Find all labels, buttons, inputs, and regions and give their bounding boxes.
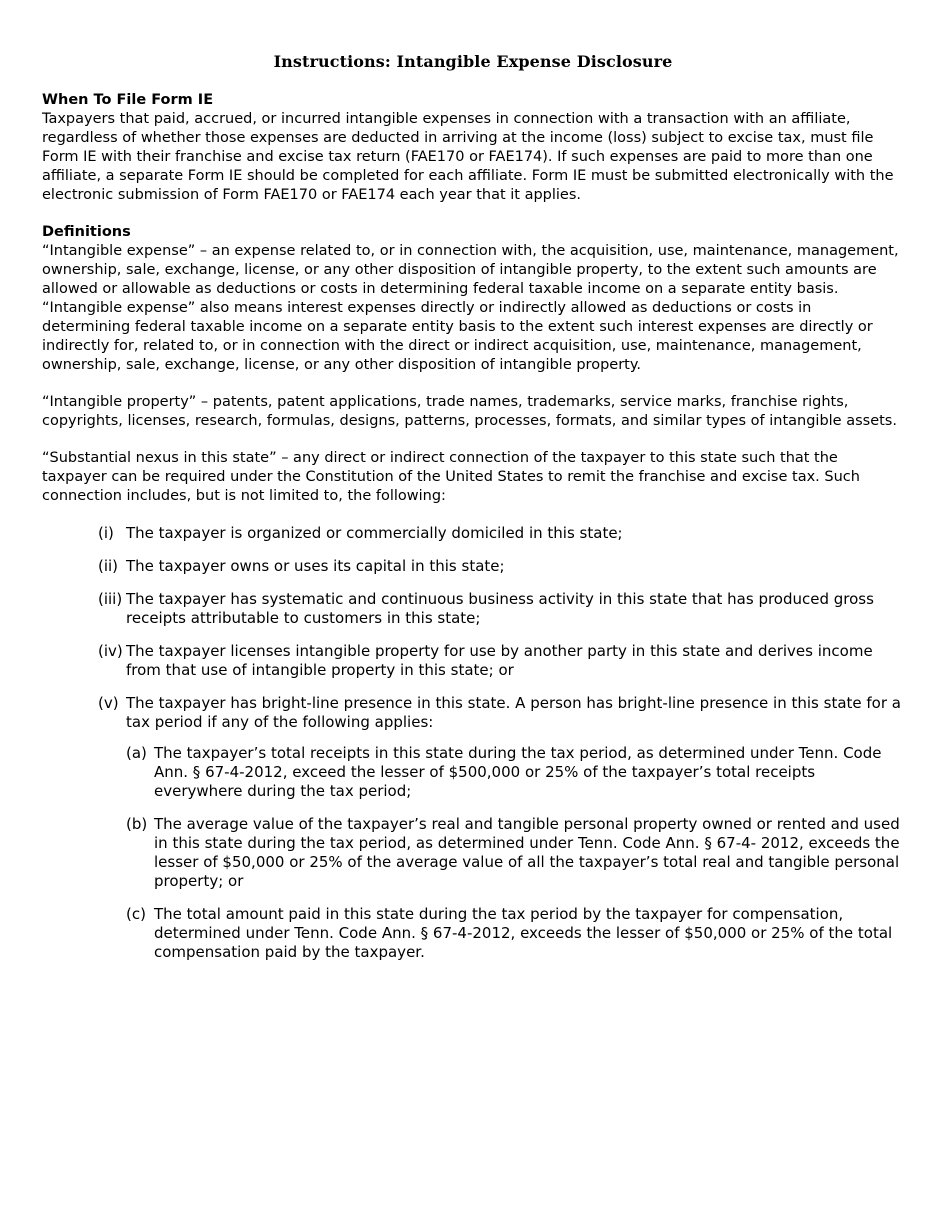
sublist-marker: (b): [126, 815, 148, 833]
list-item-text: The taxpayer licenses intangible property for use by another party in this state and derives income from that use of intangible property in this state; or: [126, 642, 873, 679]
list-marker: (i): [98, 524, 114, 542]
list-item-text: The taxpayer is organized or commercially domiciled in this state;: [126, 524, 623, 542]
nexus-list: [98, 524, 904, 962]
nexus-item: [98, 590, 904, 628]
sublist-item-text: The average value of the taxpayer’s real and tangible personal property owned or rented and used in this state during the tax period, as determined under Tenn. Code Ann. § 67-4- 2012, exceeds the lesser of $50,000 or 25% of the average value of all the taxpayer’s total real and tangible personal property; or: [154, 815, 900, 890]
list-marker: (ii): [98, 557, 119, 575]
list-item-text: The taxpayer owns or uses its capital in this state;: [126, 557, 505, 575]
when-to-file-heading: When To File Form IE: [42, 92, 214, 108]
sublist-marker: (c): [126, 905, 146, 923]
nexus-item-bright-line: [98, 694, 904, 962]
intangible-property-definition: “Intangible property” – patents, patent applications, trade names, trademarks, service marks, franchise rights, copyrights, licenses, research, formulas, designs, patterns, processes, formats, and similar types of intangible assets.: [42, 394, 897, 429]
definitions-heading: Definitions: [42, 224, 131, 240]
bright-line-item: [126, 905, 904, 962]
sublist-marker: (a): [126, 744, 147, 762]
list-item-text: The taxpayer has systematic and continuous business activity in this state that has produced gross receipts attributable to customers in this state;: [126, 590, 874, 627]
intangible-expense-interest-definition: “Intangible expense” also means interest expenses directly or indirectly allowed as deductions or costs in determining federal taxable income on a separate entity basis to the extent such interest expenses are directly or indirectly for, related to, or in connection with the direct or indirect acquisition, use, maintenance, management, ownership, sale, exchange, license, or any other disposition of intangible property.: [42, 300, 873, 373]
nexus-item: [98, 524, 904, 543]
bright-line-sublist: [126, 744, 904, 962]
substantial-nexus-definition: “Substantial nexus in this state” – any direct or indirect connection of the taxpayer to this state such that the taxpayer can be required under the Constitution of the United States to remit the franchise and excise tax. Such connection includes, but is not limited to, the following:: [42, 450, 860, 504]
when-to-file-body: Taxpayers that paid, accrued, or incurred intangible expenses in connection with a transaction with an affiliate, regardless of whether those expenses are deducted in arriving at the income (loss) subject to excise tax, must file Form IE with their franchise and excise tax return (FAE170 or FAE174). If such expenses are paid to more than one affiliate, a separate Form IE should be completed for each affiliate. Form IE must be submitted electronically with the electronic submission of Form FAE170 or FAE174 each year that it applies.: [42, 111, 894, 203]
list-marker: (iii): [98, 590, 123, 608]
bright-line-item: [126, 744, 904, 801]
sublist-item-text: The total amount paid in this state during the tax period by the taxpayer for compensation, determined under Tenn. Code Ann. § 67-4-2012, exceeds the lesser of $50,000 or 25% of the total compensation paid by the taxpayer.: [154, 905, 893, 961]
page-title: Instructions: Intangible Expense Disclosure: [273, 52, 673, 71]
list-item-text: The taxpayer has bright-line presence in this state. A person has bright-line presence in this state for a tax period if any of the following applies:: [126, 694, 901, 731]
sublist-item-text: The taxpayer’s total receipts in this state during the tax period, as determined under Tenn. Code Ann. § 67-4-2012, exceed the lesser of $500,000 or 25% of the taxpayer’s total receipts everywhere during the tax period;: [154, 744, 882, 800]
list-marker: (v): [98, 694, 119, 712]
nexus-item: [98, 642, 904, 680]
bright-line-item: [126, 815, 904, 891]
list-marker: (iv): [98, 642, 123, 660]
nexus-item: [98, 557, 904, 576]
intangible-expense-definition: “Intangible expense” – an expense related to, or in connection with, the acquisition, use, maintenance, management, ownership, sale, exchange, license, or any other disposition of intangible property, to the extent such amounts are allowed or allowable as deductions or costs in determining federal taxable income on a separate entity basis.: [42, 243, 899, 297]
document-page: [42, 52, 904, 976]
